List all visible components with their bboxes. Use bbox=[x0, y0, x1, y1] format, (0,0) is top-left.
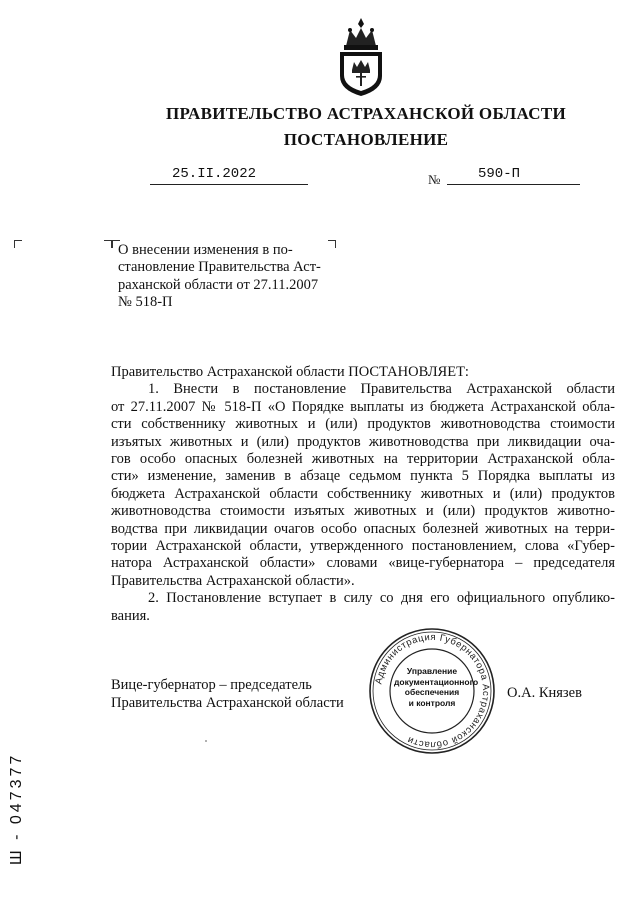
signer-position bbox=[111, 676, 344, 712]
signer-position-line: Правительства Астраханской области bbox=[111, 695, 344, 711]
stamp-inner-line: Управление bbox=[406, 666, 458, 676]
body-line: сти» изменение, заменив в абзаце седьмом пункта 5 Порядка выплаты из bbox=[111, 468, 615, 485]
body-line: изъятых животных и (или) продуктов животноводства при ликвидации оча- bbox=[111, 433, 615, 450]
corner-mark bbox=[104, 240, 112, 248]
body-line: водства при ликвидации очагов особо опасных болезней животных на терри- bbox=[111, 520, 615, 537]
body-line: от 27.11.2007 № 518-П «О Порядке выплаты из бюджета Астраханской обла- bbox=[111, 398, 615, 415]
stamp-inner-line: документационного bbox=[394, 676, 479, 687]
body-line: гов особо опасных болезней животных на территории Астраханской обла- bbox=[111, 451, 615, 468]
signer-name: О.А. Князев bbox=[507, 685, 582, 701]
doc-number: 590-П bbox=[478, 166, 521, 182]
doc-subject bbox=[118, 242, 333, 312]
body-line: сти собственнику животных и (или) продуктов животноводства стоимости bbox=[111, 416, 615, 433]
body-line: Правительства Астраханской области». bbox=[111, 572, 355, 589]
body-line: вания. bbox=[111, 607, 150, 624]
number-sign: № bbox=[428, 172, 441, 187]
form-serial-number: Ш - 047377 bbox=[8, 752, 25, 865]
date-underline bbox=[150, 184, 308, 185]
stamp-ring-text: Администрация Губернатора Астраханской области bbox=[373, 631, 492, 751]
scan-speck bbox=[205, 740, 207, 742]
government-title: ПРАВИТЕЛЬСТВО АСТРАХАНСКОЙ ОБЛАСТИ bbox=[166, 104, 566, 123]
subject-line: раханской области от 27.11.2007 bbox=[118, 276, 319, 293]
doc-date: 25.II.2022 bbox=[172, 166, 257, 182]
number-underline bbox=[447, 184, 580, 185]
subject-line: О внесении изменения в по- bbox=[118, 242, 293, 258]
body-line: животноводства стоимости изъятых животных и (или) продуктов животно- bbox=[111, 503, 615, 520]
body-line: тории Астраханской области, утвержденного постановлением, слова «Губер- bbox=[111, 538, 615, 555]
stamp-inner-line: обеспечения bbox=[404, 687, 460, 697]
body-line: натора Астраханской области» словами «вице-губернатора – председателя bbox=[111, 555, 615, 572]
body-intro: Правительство Астраханской области ПОСТАНОВЛЯЕТ: bbox=[111, 364, 469, 380]
subject-line: № 518-П bbox=[118, 294, 173, 311]
coat-of-arms-icon bbox=[326, 16, 396, 98]
body-line: 1. Внести в постановление Правительства Астраханской области bbox=[148, 381, 615, 398]
body-line: бюджета Астраханской области собственнику животных и (или) продуктов bbox=[111, 485, 615, 502]
body-line: 2. Постановление вступает в силу со дня его официального опублико- bbox=[148, 590, 615, 607]
subject-line: становление Правительства Аст- bbox=[118, 259, 321, 276]
doc-type-title: ПОСТАНОВЛЕНИЕ bbox=[283, 130, 449, 149]
stamp-inner-line: и контроля bbox=[408, 697, 456, 708]
signer-position-line: Вице-губернатор – председатель bbox=[111, 677, 312, 693]
doc-body bbox=[111, 364, 615, 625]
corner-mark bbox=[14, 240, 22, 248]
stamp-inner-text bbox=[394, 666, 479, 708]
